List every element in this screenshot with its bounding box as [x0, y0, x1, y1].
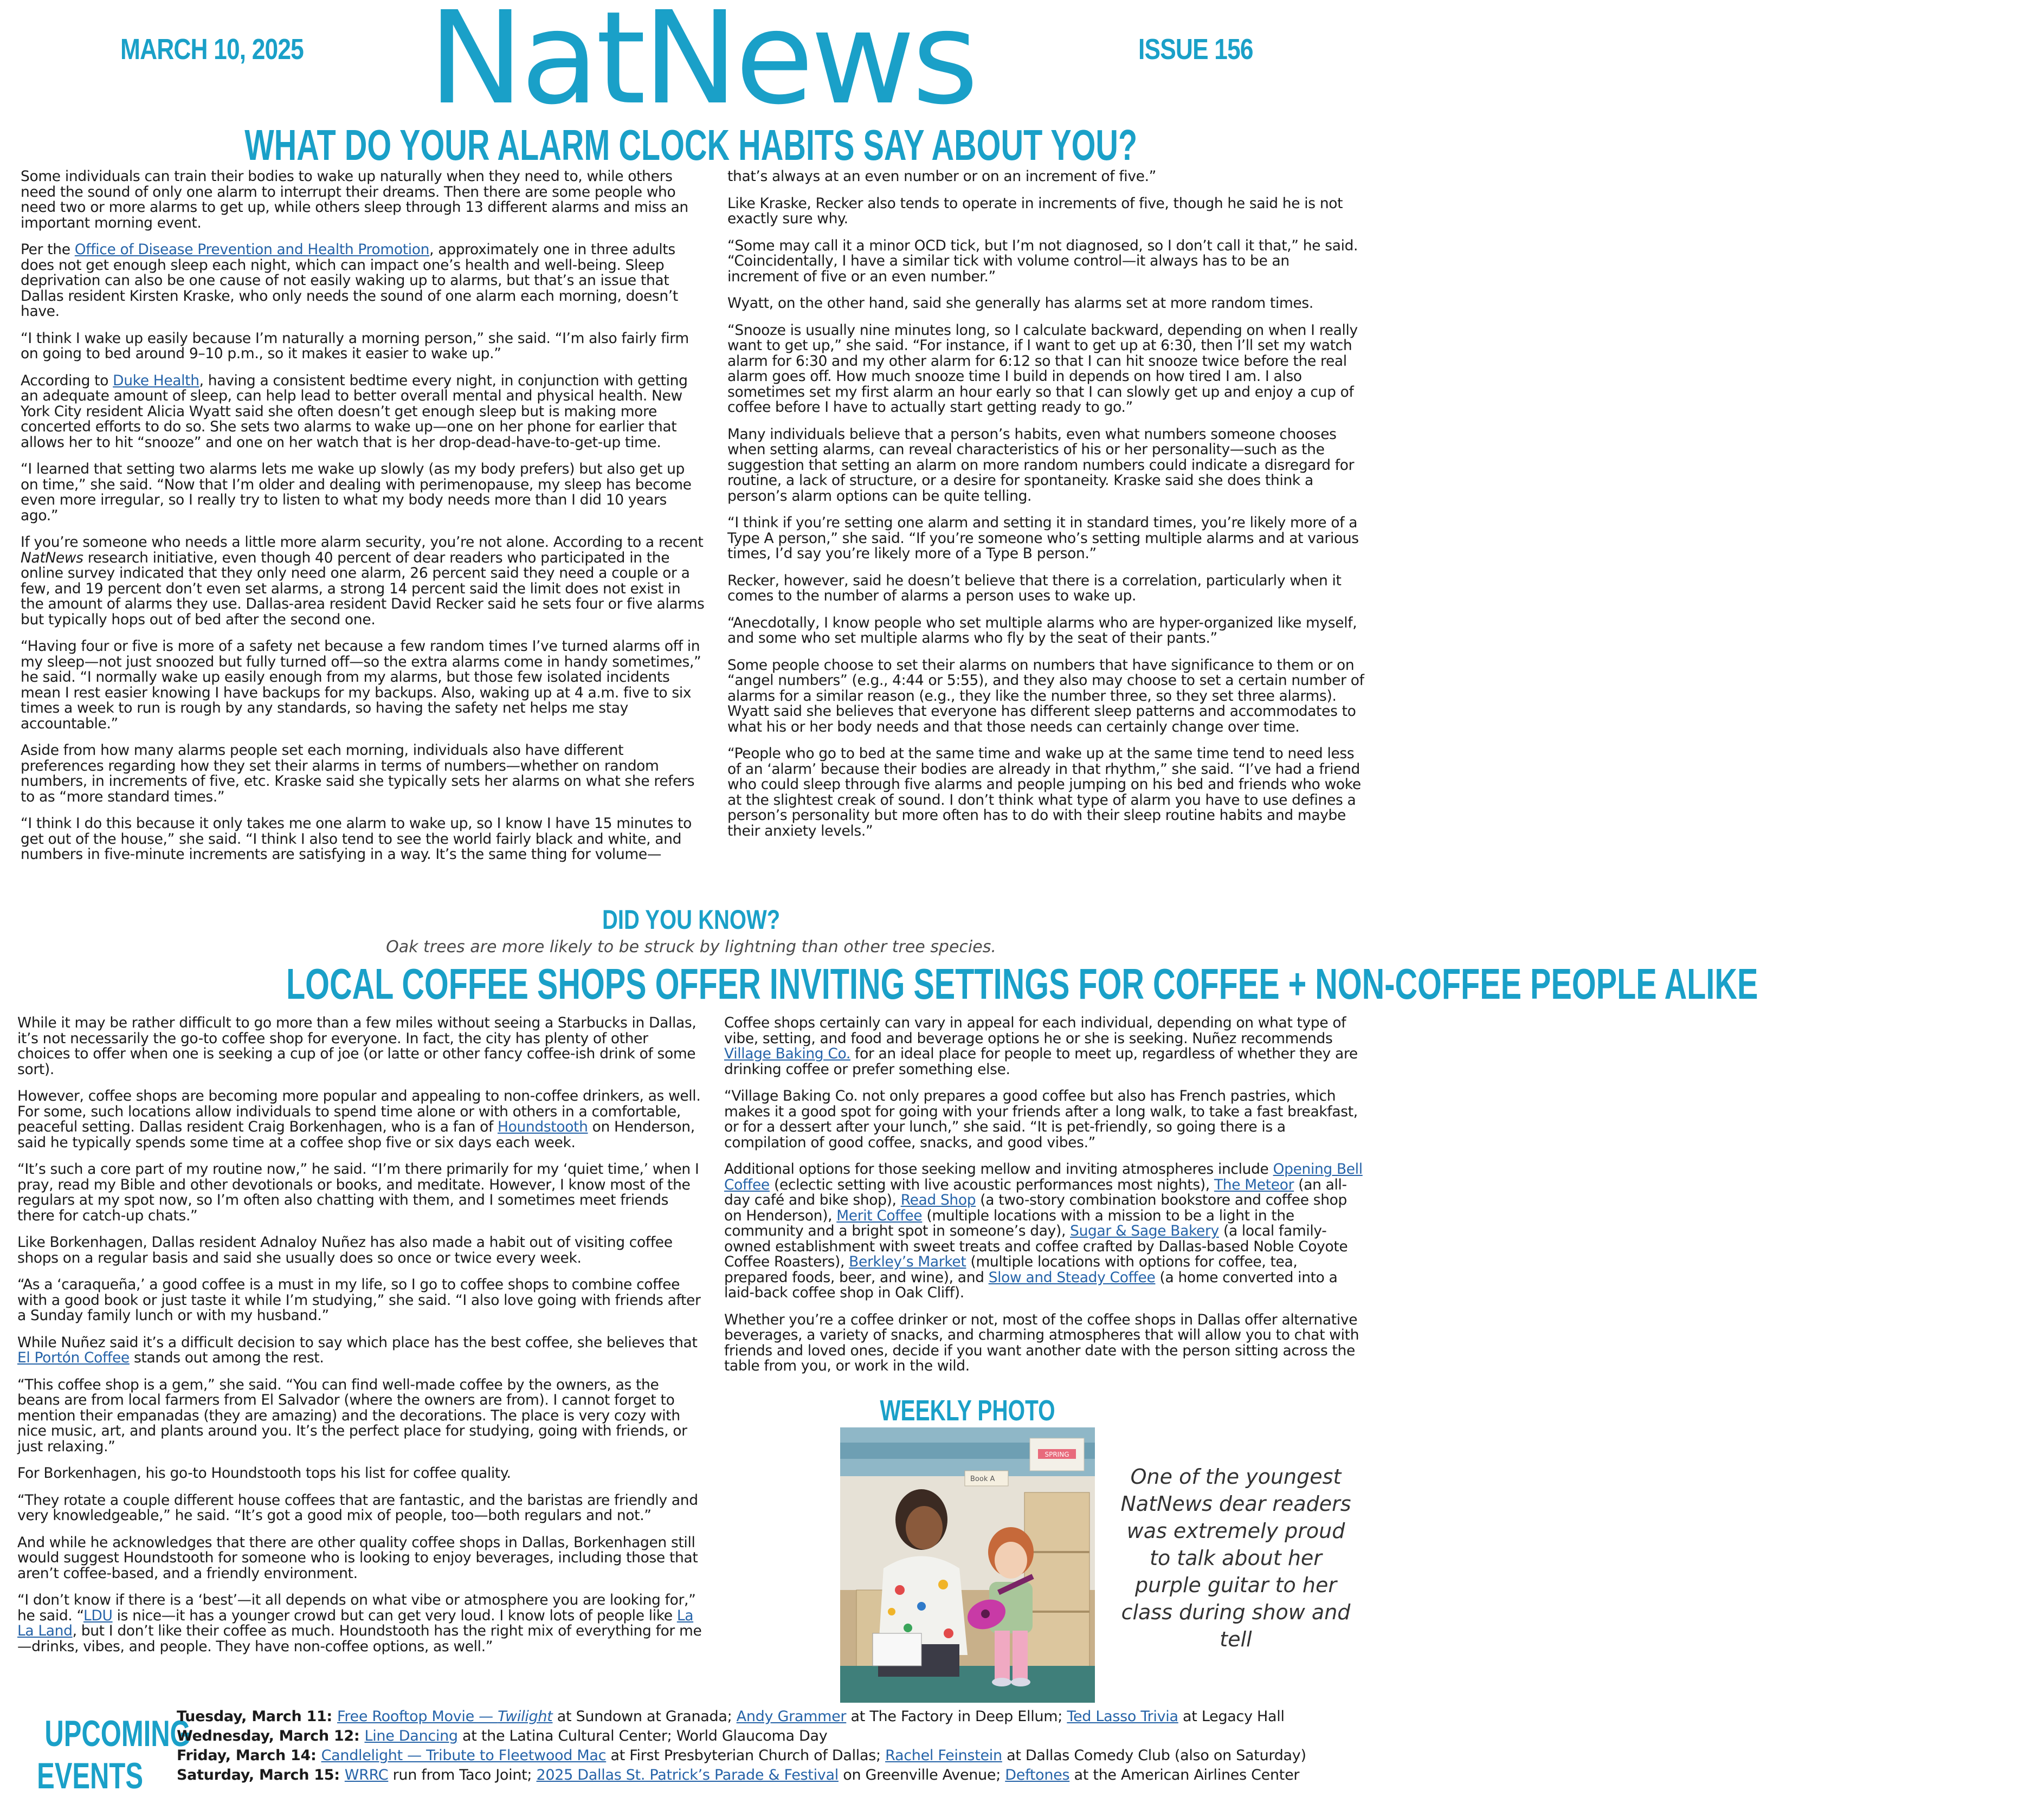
text-run: (eclectic setting with live acoustic performances most nights), — [769, 1176, 1214, 1193]
text-run: “Village Baking Co. not only prepares a good coffee but also has French pastries, which makes it a good spot for going with your friends after a long walk, to take a fast breakfast, or for a dessert after your lunch,” she said. “It is pet-friendly, so going there is a compilation of good coffee, snacks, and good vibes.” — [724, 1088, 1358, 1151]
text-run: Coffee shops certainly can vary in appeal for each individual, depending on what type of vibe, setting, and food and beverage options he or she is seeking. Nuñez recommends — [724, 1014, 1346, 1047]
inline-link[interactable]: Merit Coffee — [836, 1207, 923, 1224]
inline-link[interactable]: LDU — [83, 1607, 113, 1624]
inline-link[interactable]: Free Rooftop Movie — Twilight — [337, 1708, 553, 1725]
event-day: Wednesday, March 12: — [177, 1728, 365, 1744]
inline-link[interactable]: Andy Grammer — [736, 1708, 847, 1725]
article-column — [724, 1016, 1365, 1386]
paragraph — [17, 1016, 705, 1077]
text-run: “They rotate a couple different house coffees that are fantastic, and the baristas are friendly and very knowledgeable,” he said. “It’s got a good mix of people, too—both regulars and not.” — [17, 1491, 698, 1524]
inline-link[interactable]: Rachel Feinstein — [885, 1747, 1002, 1764]
text-run: Additional options for those seeking mellow and inviting atmospheres include — [724, 1161, 1273, 1178]
text-run: Many individuals believe that a person’s habits, even what numbers someone chooses when setting alarms, can reveal characteristics of his or her personality—such as the suggestion that setting an alarm on more random numbers could indicate a disregard for routine, a lack of structure, or a desire for spontaneity. Kraske said she does think a person’s alarm options can be quite telling. — [727, 425, 1355, 505]
text-run: (multiple locations with a mission to be a light in the community and a bright spot in someone’s day), — [724, 1207, 1294, 1239]
paragraph — [727, 238, 1365, 285]
issue-number: ISSUE 156 — [1138, 33, 1253, 66]
inline-link[interactable]: Sugar & Sage Bakery — [1070, 1223, 1219, 1239]
inline-link[interactable]: The Meteor — [1214, 1176, 1294, 1193]
paragraph — [724, 1313, 1365, 1374]
paragraph — [21, 169, 705, 231]
event-day: Saturday, March 15: — [177, 1767, 345, 1783]
photo-op-image — [840, 1427, 1095, 1703]
emphasis: NatNews — [21, 549, 83, 566]
text-run: at The Factory in Deep Ellum; — [846, 1708, 1067, 1725]
inline-link[interactable]: Slow and Steady Coffee — [988, 1269, 1156, 1286]
event-item — [177, 1746, 1369, 1766]
text-run: at the Latina Cultural Center; World Glaucoma Day — [457, 1728, 828, 1744]
text-run: Per the — [21, 241, 75, 258]
text-run: “This coffee shop is a gem,” she said. “You can find well-made coffee by the owners, as the beans are from local farmers from El Salvador (where the owners are from). I cannot forget to mention their empanadas (they are amazing) and the decorations. The place is very cozy with nice music, art, and plants around you. It’s the perfect place for studying, going with friends, or just relaxing.” — [17, 1376, 687, 1455]
paragraph — [21, 743, 705, 805]
article-column — [21, 169, 705, 874]
text-run: “I think if you’re setting one alarm and setting it in standard times, you’re likely more of a Type A person,” she said. “If you’re someone who’s setting multiple alarms and at various times, I’d say you’re likely more of a Type B person.” — [727, 514, 1359, 562]
paragraph — [21, 242, 705, 320]
paragraph — [727, 296, 1365, 312]
paragraph — [727, 515, 1365, 562]
paragraph — [727, 616, 1365, 647]
paragraph — [17, 1089, 705, 1150]
text-run: Whether you’re a coffee drinker or not, most of the coffee shops in Dallas offer alternative beverages, a variety of snacks, and charming atmospheres that will allow you to chat with friends and loved ones, decide if you want another date with the person sitting across the table from you, or work in the wild. — [724, 1311, 1359, 1374]
text-run: If you’re someone who needs a little more alarm security, you’re not alone. According to a recent — [21, 534, 704, 551]
text-run: While Nuñez said it’s a difficult decision to say which place has the best coffee, she believes that — [17, 1334, 698, 1351]
paragraph — [17, 1593, 705, 1654]
article-headline: LOCAL COFFEE SHOPS OFFER INVITING SETTINGS FOR COFFEE + NON-COFFEE PEOPLE ALIKE — [286, 960, 1758, 1008]
article-column — [727, 169, 1365, 850]
paragraph — [727, 169, 1365, 185]
paragraph — [724, 1089, 1365, 1150]
inline-link[interactable]: El Portón Coffee — [17, 1349, 130, 1366]
inline-link[interactable]: Candlelight — Tribute to Fleetwood Mac — [321, 1747, 607, 1764]
events-title: UPCOMING EVENTS — [37, 1713, 191, 1796]
text-run: “It’s such a core part of my routine now,” he said. “I’m there primarily for my ‘quiet time,’ when I pray, read my Bible and other devotionals or books, and meditate. However, I know most of the regulars at my spot now, so I’m often also chatting with them, and I sometimes meet friends there for catch-up chats.” — [17, 1161, 699, 1224]
text-run: “People who go to bed at the same time and wake up at the same time tend to need less of an ‘alarm’ because their bodies are already in that rhythm,” she said. “I’ve had a friend who could sleep through five alarms and people jumping on his bed and friends who woke at the slightest creak of sound. I don’t think what type of alarm you have to use defines a person’s personality but more often has to do with their sleep routine habits and maybe their anxiety levels.” — [727, 745, 1361, 839]
text-run: “I learned that setting two alarms lets me wake up slowly (as my body prefers) but also get up on time,” she said. “Now that I’m older and dealing with perimenopause, my sleep has become even more irregular, so I really try to listen to what my body needs more than I did 10 years ago.” — [21, 461, 692, 524]
paragraph — [727, 196, 1365, 227]
text-run: Like Kraske, Recker also tends to operate in increments of five, though he said he is not exactly sure why. — [727, 195, 1343, 227]
classroom-photo — [840, 1427, 1095, 1703]
paragraph — [21, 639, 705, 732]
text-run: run from Taco Joint; — [388, 1767, 537, 1783]
inline-link[interactable]: Village Baking Co. — [724, 1045, 850, 1062]
paragraph — [21, 816, 705, 863]
inline-link[interactable]: Office of Disease Prevention and Health Promotion — [74, 241, 430, 258]
paragraph — [727, 658, 1365, 735]
paragraph — [17, 1466, 705, 1482]
text-run: , having a consistent bedtime every night, in conjunction with getting an adequate amount of sleep, can help lead to better overall mental and physical health. New York City resident Alicia Wyatt said she often doesn’t get enough sleep but is making more concerted efforts to do so. She sets two alarms to wake up—one on her phone for earlier that allows her to hit “snooze” and one on her watch that is her drop-dead-have-to-get-up time. — [21, 372, 688, 451]
text-run: “I think I do this because it only takes me one alarm to wake up, so I know I have 15 minutes to get out of the house,” she said. “I think I also tend to see the world fairly black and white, and numbers in five-minute increments are satisfying in a way. It’s the same thing for volume— — [21, 815, 692, 863]
inline-link[interactable]: Opening Bell Coffee — [724, 1161, 1363, 1193]
did-you-know-title: DID YOU KNOW? — [602, 904, 781, 935]
inline-link[interactable]: Read Shop — [900, 1192, 976, 1208]
text-run: “Some may call it a minor OCD tick, but I’m not diagnosed, so I don’t call it that,” he said. “Coincidentally, I have a similar tick with volume control—it always has to be an increment of five or an even number.” — [727, 237, 1358, 285]
paragraph — [17, 1162, 705, 1224]
paragraph — [724, 1162, 1365, 1301]
text-run: Some individuals can train their bodies to wake up naturally when they need to, while others need the sound of only one alarm to interrupt their dreams. Then there are some people who need two or more alarms to get up, while others sleep through 13 different alarms and miss an important morning event. — [21, 168, 688, 231]
text-run: Wyatt, on the other hand, said she generally has alarms set at more random times. — [727, 295, 1313, 312]
paragraph — [21, 535, 705, 628]
event-item — [177, 1766, 1369, 1785]
text-run: “I think I wake up easily because I’m naturally a morning person,” she said. “I’m also fairly firm on going to bed around 9–10 p.m., so it makes it easier to wake up.” — [21, 329, 689, 362]
paragraph — [727, 746, 1365, 839]
paragraph — [17, 1378, 705, 1455]
text-run: at the American Airlines Center — [1069, 1767, 1300, 1783]
photo-op-title: WEEKLY PHOTO — [880, 1394, 1055, 1427]
paragraph — [17, 1335, 705, 1366]
text-run: Like Borkenhagen, Dallas resident Adnaloy Nuñez has also made a habit out of visiting coffee shops on a regular basis and said she usually does so once or twice every week. — [17, 1234, 673, 1266]
text-run: at First Presbyterian Church of Dallas; — [606, 1747, 886, 1764]
paragraph — [727, 427, 1365, 505]
text-run: Aside from how many alarms people set each morning, individuals also have different preferences regarding how they set their alarms in terms of numbers—whether on random numbers, in increments of five, etc. Kraske said she typically sets her alarms on what she refers to as “more standard times.” — [21, 742, 695, 805]
paragraph — [21, 331, 705, 362]
text-run: on Henderson, said he typically spends some time at a coffee shop five or six days each week. — [17, 1119, 695, 1151]
photo-op-caption: One of the youngest NatNews dear readers was extremely proud to talk about her purple guitar to her class during show and tell — [1120, 1465, 1351, 1651]
text-run: , approximately one in three adults does not get enough sleep each night, which can impact one’s health and well-being. Sleep deprivation can also be one cause of not easily waking up to alarms, but that’s an issue that Dallas resident Kirsten Kraske, who only needs the sound of one alarm each morning, doesn’t have. — [21, 241, 678, 320]
inline-link[interactable]: Duke Health — [113, 372, 199, 389]
text-run: stands out among the rest. — [129, 1349, 324, 1366]
text-run: (a two-story combination bookstore and coffee shop on Henderson), — [724, 1192, 1347, 1224]
inline-link[interactable]: Ted Lasso Trivia — [1067, 1708, 1178, 1725]
text-run: Some people choose to set their alarms on numbers that have significance to them or on “angel numbers” (e.g., 4:44 or 5:55), and they also may choose to set a certain number of alarms for a similar reason (e.g., they like the number three, so they set three alarms). Wyatt said she believes that everyone has different sleep patterns and accommodates to what his or her body needs and that those needs can certainly change over time. — [727, 656, 1364, 735]
paragraph — [21, 462, 705, 523]
text-run: While it may be rather difficult to go more than a few miles without seeing a Starbucks in Dallas, it’s not necessarily the go-to coffee shop for everyone. In fact, the city has plenty of other choices to offer when one is seeking a cup of joe (or latte or other fancy coffee-ish drink of some sort). — [17, 1014, 697, 1078]
text-run: According to — [21, 372, 113, 389]
text-run: at Sundown at Granada; — [552, 1708, 737, 1725]
inline-link[interactable]: WRRC — [344, 1767, 389, 1783]
event-item — [177, 1707, 1369, 1727]
text-run: (a home converted into a laid-back coffee shop in Oak Cliff). — [724, 1269, 1338, 1301]
text-run: For Borkenhagen, his go-to Houndstooth tops his list for coffee quality. — [17, 1465, 511, 1482]
text-run: “Having four or five is more of a safety net because a few random times I’ve turned alarms off in my sleep—not just snoozed but fully turned off—so the extra alarms come in handy sometimes,” he said. “I normally wake up easily enough from my alarms, but those few isolated incidents mean I rest easier knowing I have backups for my backups. Also, waking up at 4 a.m. five to six times a week to run is rough by any standards, so having the safety net helps me stay accountable.” — [21, 638, 701, 732]
text-run: is nice—it has a younger crowd but can get very loud. I know lots of people like — [112, 1607, 677, 1624]
text-run: (multiple locations with options for coffee, tea, prepared foods, beer, and wine), and — [724, 1253, 1298, 1286]
event-item — [177, 1727, 1369, 1746]
text-run: (an all-day café and bike shop), — [724, 1176, 1347, 1208]
text-run: that’s always at an even number or on an increment of five.” — [727, 168, 1157, 185]
paragraph — [724, 1016, 1365, 1077]
sign-lettering: SPRING — [1044, 1451, 1069, 1458]
text-run: on Greenville Avenue; — [838, 1767, 1005, 1783]
inline-link[interactable]: Berkley’s Market — [849, 1253, 966, 1270]
inline-link[interactable]: Line Dancing — [364, 1728, 458, 1744]
text-run: (a local family-owned establishment with sweet treats and coffee crafted by Dallas-based Noble Coyote Coffee Roasters), — [724, 1223, 1348, 1270]
event-day: Friday, March 14: — [177, 1747, 321, 1764]
text-run: for an ideal place for people to meet up, regardless of whether they are drinking coffee or prefer something else. — [724, 1045, 1358, 1078]
inline-link[interactable]: Houndstooth — [498, 1119, 588, 1135]
article-column — [17, 1016, 705, 1666]
text-run: Recker, however, said he doesn’t believe that there is a correlation, particularly when it comes to the number of alarms a person uses to wake up. — [727, 572, 1342, 604]
paragraph — [727, 323, 1365, 416]
did-you-know-fact: Oak trees are more likely to be struck by lightning than other tree species. — [386, 938, 996, 956]
text-run: “As a ‘caraqueña,’ a good coffee is a must in my life, so I go to coffee shops to combine coffee with a good book or just taste it while I’m studying,” she said. “I also love going with friends after a Sunday family lunch or with my husband.” — [17, 1276, 701, 1324]
article-headline: WHAT DO YOUR ALARM CLOCK HABITS SAY ABOUT YOU? — [244, 121, 1138, 169]
book-label: Book A — [970, 1475, 995, 1483]
text-run: at Legacy Hall — [1178, 1708, 1285, 1725]
event-day: Tuesday, March 11: — [177, 1708, 338, 1725]
paragraph — [17, 1235, 705, 1266]
paragraph — [17, 1493, 705, 1524]
text-run: “I don’t know if there is a ‘best’—it all depends on what vibe or atmosphere you are looking for,” he said. “ — [17, 1592, 696, 1624]
inline-link[interactable]: 2025 Dallas St. Patrick’s Parade & Festival — [536, 1767, 839, 1783]
paragraph — [727, 573, 1365, 604]
events-list — [177, 1707, 1369, 1785]
paragraph — [21, 373, 705, 451]
paragraph — [17, 1535, 705, 1582]
text-run: , but I don’t like their coffee as much. Houndstooth has the right mix of everything for me—drinks, vibes, and people. They have non-coffee options, as well.” — [17, 1623, 702, 1655]
issue-date: MARCH 10, 2025 — [120, 33, 304, 66]
text-run: “Snooze is usually nine minutes long, so I calculate backward, depending on when I really want to get up,” she said. “For instance, if I want to get up at 6:30, then I’ll set my watch alarm for 6:30 and my other alarm for 6:12 so that I can hit snooze twice before the real alarm goes off. How much snooze time I build in depends on how tired I am. I also sometimes set my first alarm an hour early so that I can slowly get up and enjoy a cup of coffee before I have to actually start getting ready to go.” — [727, 321, 1358, 416]
text-run: However, coffee shops are becoming more popular and appealing to non-coffee drinkers, as well. For some, such locations allow individuals to spend time alone or with others in a comfortable, peaceful setting. Dallas resident Craig Borkenhagen, who is a fan of — [17, 1088, 701, 1135]
text-run: “Anecdotally, I know people who set multiple alarms who are hyper-organized like myself, and some who set multiple alarms who fly by the seat of their pants.” — [727, 614, 1357, 647]
inline-link[interactable]: La La Land — [17, 1607, 694, 1639]
masthead — [0, 0, 1382, 133]
text-run: research initiative, even though 40 percent of dear readers who participated in the online survey indicated that they only need one alarm, 26 percent said they need a couple or a few, and 19 percent don’t even set alarms, a strong 14 percent said the limit does not exist in the amount of alarms they use. Dallas-area resident David Recker said he sets four or five alarms but typically hops out of bed after the second one. — [21, 549, 705, 628]
text-run: And while he acknowledges that there are other quality coffee shops in Dallas, Borkenhagen still would suggest Houndstooth for someone who is looking to enjoy beverages, including those that aren’t coffee-based, and a friendly environment. — [17, 1534, 698, 1582]
publication-title: NatNews — [428, 0, 976, 133]
paragraph — [17, 1277, 705, 1324]
inline-link[interactable]: Deftones — [1005, 1767, 1070, 1783]
text-run: at Dallas Comedy Club (also on Saturday) — [1002, 1747, 1306, 1764]
